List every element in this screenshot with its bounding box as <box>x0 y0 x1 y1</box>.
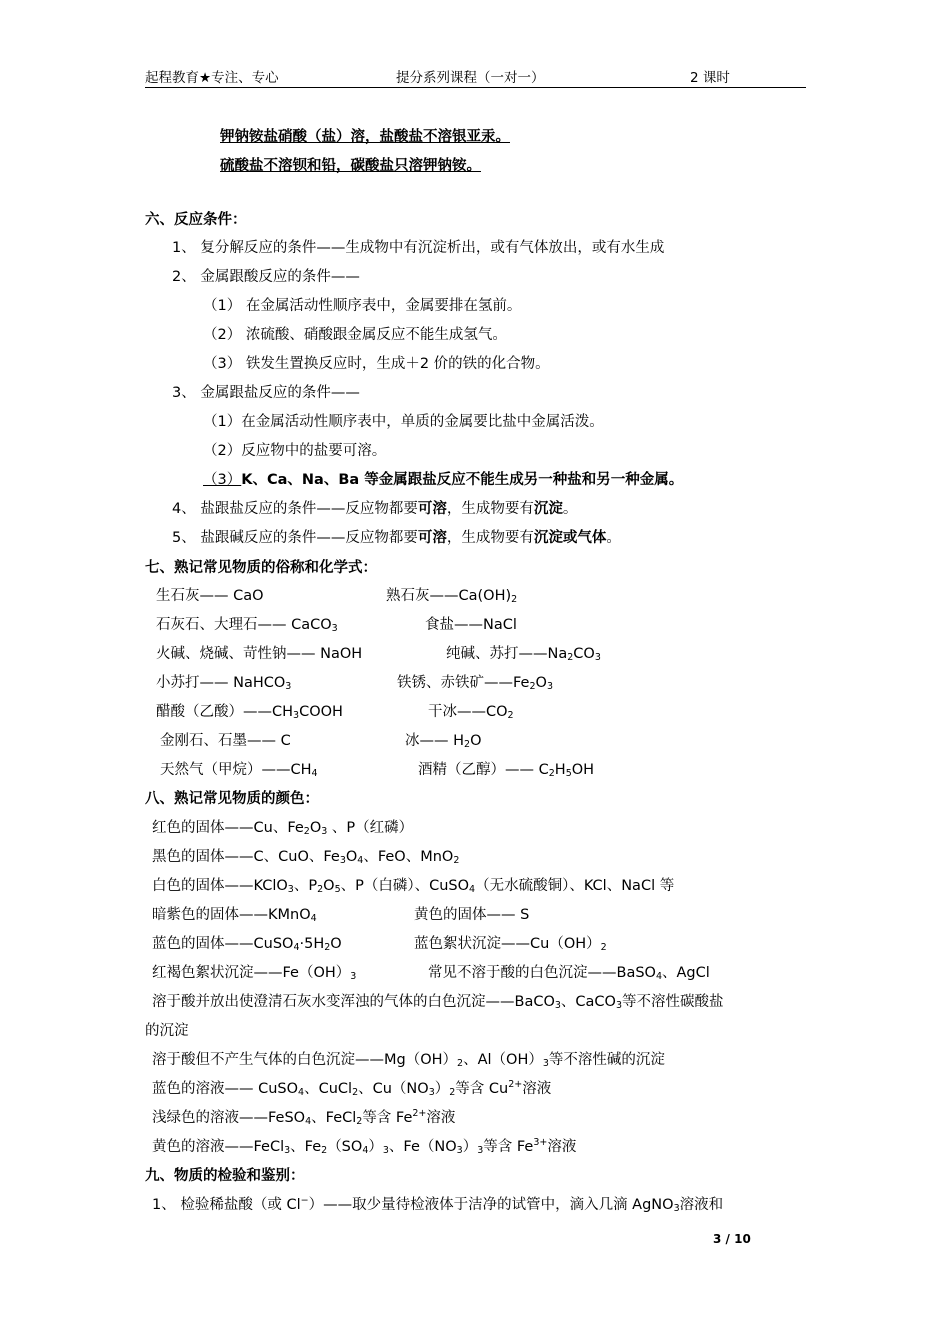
name-formula-right-5: 干冰$——CO_2$ <box>428 704 514 721</box>
sec6-item-2-2: （2） 浓硫酸、硝酸跟金属反应不能生成氢气。 <box>203 327 507 343</box>
color-line-4-left: 暗紫色的固体——KMnO$_4$ <box>152 907 317 924</box>
color-line-9: 蓝色的溶液—— CuSO$_4$、CuCl$_2$、$Cu(NO_3)_2$等含 $Cu^{2+}$溶液 <box>152 1079 552 1098</box>
section-7-title: 七、熟记常见物质的俗称和化学式： <box>145 560 377 576</box>
name-formula-left-1: 生石灰—— CaO <box>156 588 264 604</box>
name-formula-left-2: 石灰石、大理石—— CaCO$_3$ <box>156 617 338 634</box>
mnemonic-line-1: 钾钠铵盐硝酸（盐）溶，盐酸盐不溶银亚汞。 <box>220 129 510 145</box>
sec6-item-3-3: （3）K、Ca、Na、Ba 等金属跟盐反应不能生成另一种盐和另一种金属。 <box>203 472 684 488</box>
header-right: 2 课时 <box>690 70 730 86</box>
name-formula-left-4: 小苏打—— NaHCO$_3$ <box>156 675 292 692</box>
section-9-title: 九、物质的检验和鉴别： <box>145 1168 305 1184</box>
color-line-4-right: 黄色的固体—— S <box>414 907 530 923</box>
color-line-5-right: 蓝色絮状沉淀$——Cu(OH)_2$ <box>414 936 607 953</box>
name-formula-right-7: 酒精（乙醇）—— $C_2H_5OH$ <box>418 762 595 779</box>
sec6-item-4: 4、 盐跟盐反应的条件——反应物都要可溶，生成物要有沉淀。 <box>172 501 578 517</box>
sec6-item-5: 5、 盐跟碱反应的条件——反应物都要可溶，生成物要有沉淀或气体。 <box>172 530 621 546</box>
color-line-10: 浅绿色的溶液——FeSO$_4$、FeCl$_2$等含 $Fe^{2+}$溶液 <box>152 1108 456 1127</box>
name-formula-right-2: 食盐——NaCl <box>425 617 517 633</box>
header-rule <box>145 87 806 88</box>
name-formula-left-7: 天然气（甲烷）$——CH_4$ <box>160 762 318 779</box>
section-6-title: 六、反应条件： <box>145 212 247 228</box>
section-8-title: 八、熟记常见物质的颜色： <box>145 791 319 807</box>
color-line-5-left: 蓝色的固体$——CuSO_4\cdot 5H_2O$ <box>152 936 342 953</box>
sec6-item-3-2: （2）反应物中的盐要可溶。 <box>203 443 387 459</box>
sec6-item-2: 2、 金属跟酸反应的条件—— <box>172 269 360 285</box>
color-line-11: 黄色的溶液——FeCl$_3$、$Fe_2(SO_4)_3$、$Fe(NO_3)_3$等含 $Fe^{3+}$溶液 <box>152 1137 577 1156</box>
header-left: 起程教育★专注、专心 <box>145 70 279 86</box>
page-number: 3 / 10 <box>713 1232 751 1246</box>
color-line-6-left: 红褐色絮状沉淀$——Fe(OH)_3$ <box>152 965 357 982</box>
test-line-1: 1、 检验稀盐酸（或 Cl−）——取少量待检液体于洁净的试管中，滴入几滴 AgNO$_3$溶液和 <box>152 1195 724 1214</box>
name-formula-left-6: 金刚石、石墨—— C <box>160 733 291 749</box>
sec6-item-3-1: （1）在金属活动性顺序表中，单质的金属要比盐中金属活泼。 <box>203 414 604 430</box>
name-formula-right-4: 铁锈、赤铁矿$——Fe_2O_3$ <box>397 675 553 692</box>
color-line-7-continued: 的沉淀 <box>145 1023 189 1039</box>
mnemonic-line-2: 硫酸盐不溶钡和铅，碳酸盐只溶钾钠铵。 <box>220 158 481 174</box>
name-formula-right-1: 熟石灰$——Ca(OH)_2$ <box>386 588 518 605</box>
name-formula-right-3: 纯碱、苏打$——Na_2CO_3$ <box>446 646 601 663</box>
color-line-3: 白色的固体——KClO$_3$、$P_2O_5$、P（白磷）、CuSO$_4$（无水硫酸铜）、KCl、NaCl 等 <box>152 878 675 895</box>
sec6-item-2-3: （3） 铁发生置换反应时，生成＋2 价的铁的化合物。 <box>203 356 550 372</box>
color-line-1: 红色的固体——Cu、$Fe_2O_3$ 、P（红磷） <box>152 820 414 837</box>
name-formula-right-6: 冰—— $H_2O$ <box>405 733 482 750</box>
name-formula-left-3: 火碱、烧碱、苛性钠—— NaOH <box>156 646 363 662</box>
sec6-item-3: 3、 金属跟盐反应的条件—— <box>172 385 360 401</box>
color-line-6-right: 常见不溶于酸的白色沉淀——BaSO$_4$、AgCl <box>428 965 710 982</box>
sec6-item-1: 1、 复分解反应的条件——生成物中有沉淀析出，或有气体放出，或有水生成 <box>172 240 665 256</box>
color-line-8: 溶于酸但不产生气体的白色沉淀$——Mg(OH)_2$、$Al(OH)_3$等不溶性碱的沉淀 <box>152 1052 665 1069</box>
color-line-2: 黑色的固体——C、CuO、$Fe_3O_4$、FeO、MnO$_2$ <box>152 849 460 866</box>
color-line-7: 溶于酸并放出使澄清石灰水变浑浊的气体的白色沉淀——BaCO$_3$、CaCO$_3$等不溶性碳酸盐 <box>152 994 724 1011</box>
sec6-item-2-1: （1） 在金属活动性顺序表中，金属要排在氢前。 <box>203 298 522 314</box>
header-center: 提分系列课程（一对一） <box>396 70 545 86</box>
name-formula-left-5: 醋酸（乙酸）$——CH_3COOH$ <box>156 704 343 721</box>
